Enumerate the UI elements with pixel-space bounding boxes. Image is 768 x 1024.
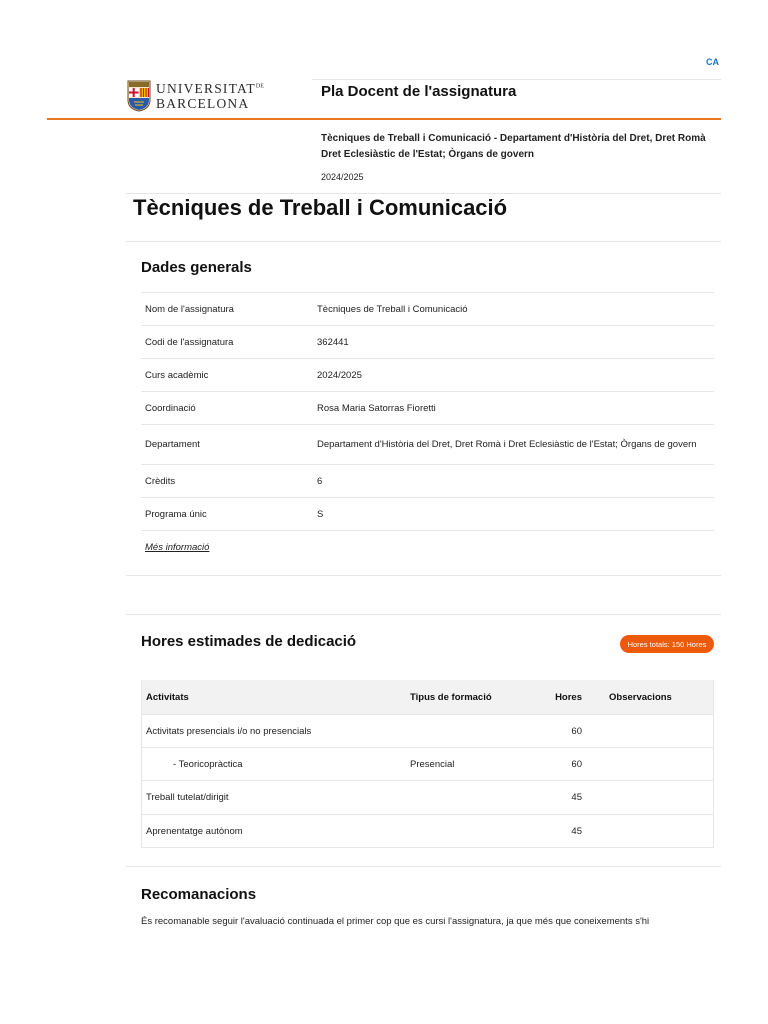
table-row: [142, 747, 713, 780]
table-row: [142, 780, 713, 814]
table-row: [141, 326, 714, 359]
table-row: [141, 498, 714, 531]
language-selector-link[interactable]: CA: [706, 57, 719, 67]
hours-cell: 45: [571, 792, 582, 803]
field-label: Departament: [145, 439, 200, 450]
subject-full-name: Tècniques de Treball i Comunicació - Departament d'Història del Dret, Dret Romà Dret Eclesiàstic de l'Estat; Òrgans de govern: [321, 133, 706, 160]
field-label: Crèdits: [145, 475, 176, 487]
activity-cell: Aprenentatge autònom: [146, 825, 243, 837]
field-value: Rosa Maria Satorras Fioretti: [317, 402, 436, 414]
recommendations-heading: Recomanacions: [141, 886, 257, 903]
hours-cell: 60: [571, 758, 582, 770]
field-value: 2024/2025: [317, 369, 362, 381]
activity-cell: Activitats presencials i/o no presencials: [146, 725, 312, 737]
general-data-heading: Dades generals: [141, 259, 252, 276]
field-value: S: [317, 508, 324, 520]
field-label: Codi de l'assignatura: [145, 336, 234, 348]
logo-wordmark: $UNIVERSITAT^{DE}$ BARCELONA: [156, 81, 264, 111]
field-value: Tècniques de Treball i Comunicació: [317, 303, 468, 315]
table-row: [141, 359, 714, 392]
field-value: Departament d'Història del Dret, Dret Romà i Dret Eclesiàstic de l'Estat; Òrgans de govern: [317, 439, 697, 450]
table-row: [141, 425, 714, 465]
table-row: [142, 814, 713, 847]
type-cell: Presencial: [410, 758, 455, 770]
table-row: [141, 293, 714, 326]
university-logo[interactable]: [127, 79, 264, 113]
field-label: Curs acadèmic: [145, 369, 209, 381]
general-data-table: [141, 292, 714, 531]
activity-cell: - Teoricopràctica: [173, 758, 243, 770]
column-header-observations: Observacions: [609, 691, 672, 703]
field-label: Programa únic: [145, 508, 207, 520]
field-label: Coordinació: [145, 402, 196, 414]
hours-cell: 60: [571, 725, 582, 737]
table-header-row: [142, 680, 713, 714]
hours-table: [141, 680, 714, 848]
column-header-hours: Hores: [555, 691, 582, 703]
top-divider: [312, 79, 721, 80]
page-title: Tècniques de Treball i Comunicació: [133, 195, 508, 220]
divider: [126, 241, 721, 242]
header-orange-divider: [47, 118, 721, 120]
hours-heading: Hores estimades de dedicació: [141, 633, 357, 650]
divider: [126, 193, 721, 194]
table-row: [141, 465, 714, 498]
field-value: 362441: [317, 336, 349, 348]
university-crest-icon: [127, 80, 151, 112]
hours-cell: 45: [571, 825, 582, 837]
field-value: 6: [317, 475, 323, 487]
activity-cell: Treball tutelat/dirigit: [146, 792, 229, 803]
column-header-activities: Activitats: [146, 691, 189, 703]
academic-year: 2024/2025: [321, 172, 364, 182]
table-row: [142, 714, 713, 747]
table-row: [141, 392, 714, 425]
recommendations-text: És recomanable seguir l'avaluació continuada el primer cop que es cursi l'assignatura, ja que més que coneixements s'hi: [141, 916, 650, 927]
more-info-link[interactable]: Més informació: [145, 542, 210, 553]
total-hours-badge: Hores totals: 150 Hores: [620, 635, 714, 653]
column-header-type: Tipus de formació: [410, 691, 492, 703]
divider: [126, 614, 721, 615]
divider: [126, 575, 721, 576]
header-title: Pla Docent de l'assignatura: [321, 83, 517, 100]
field-label: Nom de l'assignatura: [145, 303, 234, 315]
divider: [126, 866, 721, 867]
